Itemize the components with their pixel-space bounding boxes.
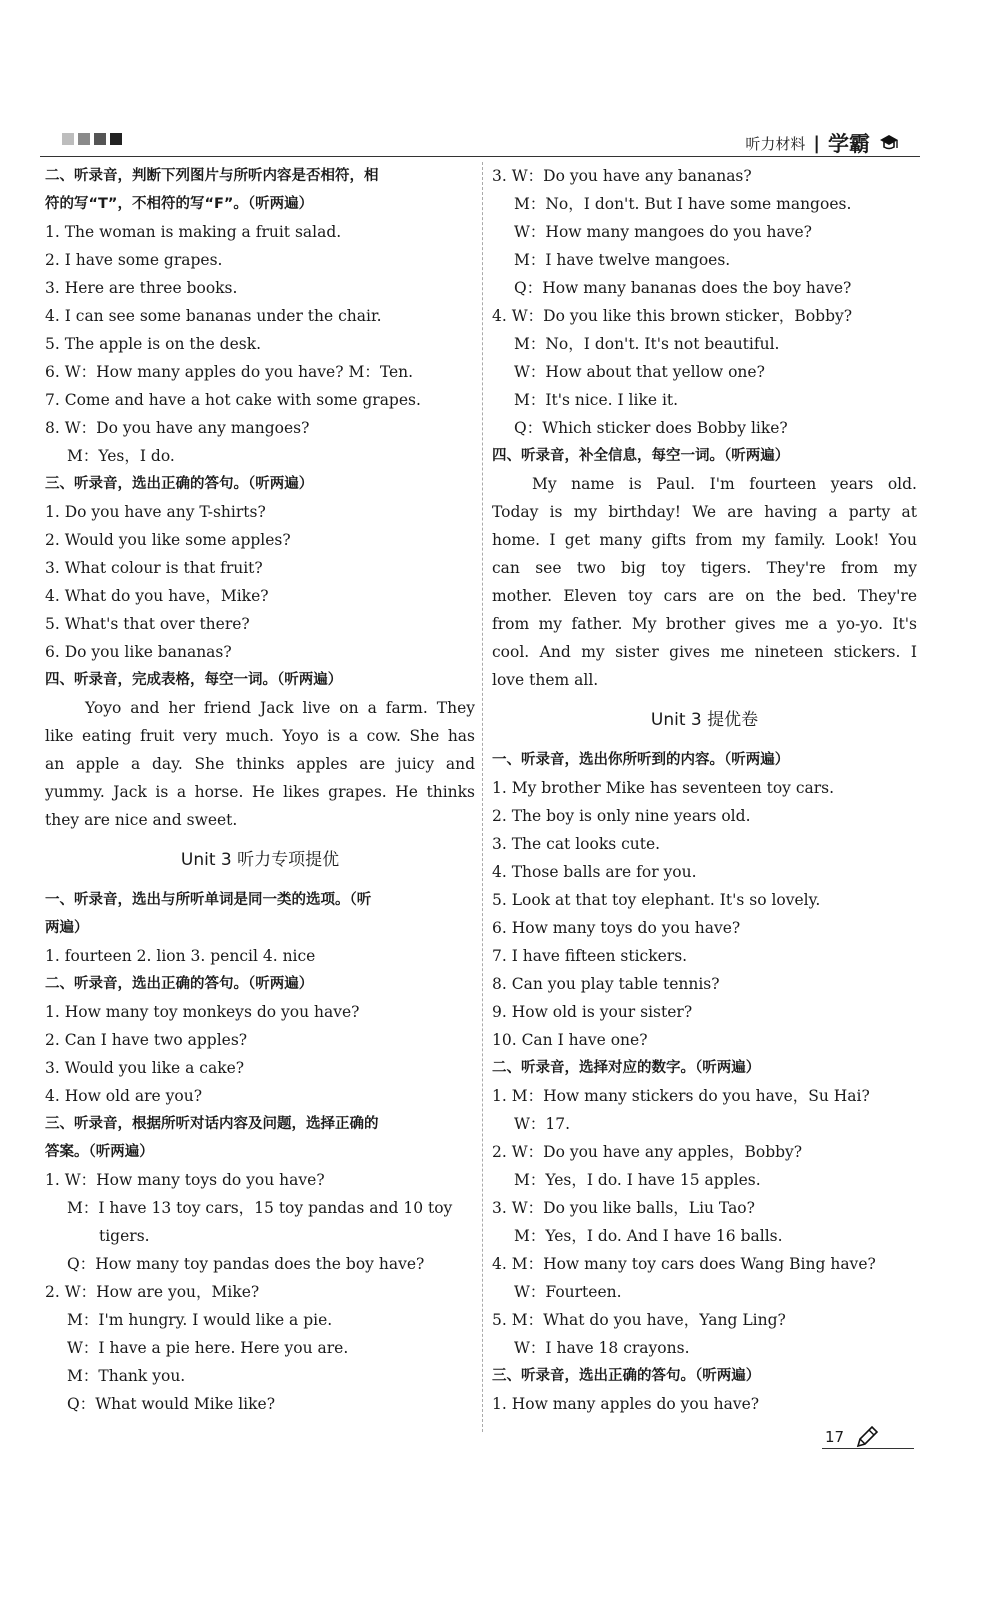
dialogue-line: W：Fourteen. <box>514 1283 622 1301</box>
header-square <box>62 133 74 145</box>
list-item: 2. Would you like some apples? <box>45 531 291 549</box>
section-label: 听力材料 <box>745 134 806 153</box>
dialogue-line: M：Yes，I do. I have 15 apples. <box>514 1171 761 1189</box>
passage-line: from my father. My brother gives me a yo-yo. It's <box>492 615 917 633</box>
section-heading: 四、听录音，补全信息，每空一词。（听两遍） <box>492 448 790 464</box>
pencil-icon <box>854 1424 880 1450</box>
list-item: 1. W：How many toys do you have? <box>45 1171 325 1189</box>
list-item: 1. My brother Mike has seventeen toy cars. <box>492 779 835 797</box>
dialogue-line: W：I have 18 crayons. <box>514 1339 690 1357</box>
list-item: 2. W：Do you have any apples，Bobby? <box>492 1143 803 1161</box>
header-right <box>745 128 900 158</box>
list-item: 9. How old is your sister? <box>492 1003 693 1021</box>
dialogue-line: M：I have 13 toy cars，15 toy pandas and 10 toy <box>67 1199 453 1217</box>
dialogue-line: W：I have a pie here. Here you are. <box>67 1339 349 1357</box>
list-item: 3. What colour is that fruit? <box>45 559 263 577</box>
header-separator: | <box>813 132 820 154</box>
dialogue-line: Q：What would Mike like? <box>67 1395 276 1413</box>
list-item: 2. Can I have two apples? <box>45 1031 248 1049</box>
list-item: 5. The apple is on the desk. <box>45 335 262 353</box>
section-heading: 二、听录音，选择对应的数字。（听两遍） <box>492 1060 761 1076</box>
list-item: 6. W：How many apples do you have? M：Ten. <box>45 363 414 381</box>
graduation-cap-icon <box>878 132 900 154</box>
list-item: 2. I have some grapes. <box>45 251 223 269</box>
list-item: 6. Do you like bananas? <box>45 643 232 661</box>
dialogue-line: M：I'm hungry. I would like a pie. <box>67 1311 333 1329</box>
passage-line: can see two big toy tigers. They're from my <box>492 559 917 577</box>
header-square <box>94 133 106 145</box>
passage-line: yummy. Jack is a horse. He likes grapes. He thinks <box>45 783 475 801</box>
list-item: 4. I can see some bananas under the chair. <box>45 307 382 325</box>
unit-title: Unit 3 提优卷 <box>650 710 759 730</box>
list-item: 5. Look at that toy elephant. It's so lovely. <box>492 891 821 909</box>
section-heading: 答案。（听两遍） <box>45 1144 154 1160</box>
list-item: 8. W：Do you have any mangoes? <box>45 419 310 437</box>
dialogue-line: W：How many mangoes do you have? <box>514 223 812 241</box>
left-column <box>45 162 475 1418</box>
list-item: 3. Here are three books. <box>45 279 238 297</box>
list-item: 4. How old are you? <box>45 1087 203 1105</box>
page-header <box>40 128 960 156</box>
unit-title: Unit 3 听力专项提优 <box>180 850 340 870</box>
footer-rule <box>822 1448 914 1449</box>
passage-line: cool. And my sister gives me nineteen stickers. I <box>492 643 917 661</box>
list-item: 4. M：How many toy cars does Wang Bing have? <box>492 1255 876 1273</box>
section-heading: 三、听录音，选出正确的答句。（听两遍） <box>492 1368 761 1384</box>
list-item: 1. Do you have any T-shirts? <box>45 503 266 521</box>
list-item: 2. The boy is only nine years old. <box>492 807 751 825</box>
list-item: 1. M：How many stickers do you have，Su Hai? <box>492 1087 870 1105</box>
passage-line: they are nice and sweet. <box>45 811 238 829</box>
dialogue-line: M：Thank you. <box>67 1367 186 1385</box>
section-heading: 三、听录音，选出正确的答句。（听两遍） <box>45 476 314 492</box>
dialogue-continuation: tigers. <box>99 1227 150 1245</box>
section-heading: 符的写“T”，不相符的写“F”。（听两遍） <box>45 196 314 212</box>
right-column <box>492 162 917 1418</box>
dialogue-line: M：Yes，I do. And I have 16 balls. <box>514 1227 783 1245</box>
dialogue-line: W：How about that yellow one? <box>514 363 765 381</box>
passage-line: Yoyo and her friend Jack live on a farm. They <box>85 699 475 717</box>
section-heading: 一、听录音，选出与所听单词是同一类的选项。（听 <box>45 892 372 908</box>
dialogue-line: Q：Which sticker does Bobby like? <box>514 419 788 437</box>
list-item: 7. Come and have a hot cake with some grapes. <box>45 391 421 409</box>
section-heading: 一、听录音，选出你所听到的内容。（听两遍） <box>492 752 790 768</box>
dialogue-line: M：No，I don't. But I have some mangoes. <box>514 195 852 213</box>
section-heading: 四、听录音，完成表格，每空一词。（听两遍） <box>45 672 343 688</box>
list-item: 3. W：Do you have any bananas? <box>492 167 752 185</box>
list-item: 5. What's that over there? <box>45 615 250 633</box>
page-number: 17 <box>825 1428 845 1446</box>
list-item: 4. Those balls are for you. <box>492 863 697 881</box>
passage-line: mother. Eleven toy cars are on the bed. They're <box>492 587 917 605</box>
list-item: 1. How many apples do you have? <box>492 1395 760 1413</box>
list-item: 3. Would you like a cake? <box>45 1059 245 1077</box>
page-footer <box>825 1424 880 1450</box>
dialogue-line: M：It's nice. I like it. <box>514 391 679 409</box>
list-item: 8. Can you play table tennis? <box>492 975 720 993</box>
passage-line: an apple a day. She thinks apples are juicy and <box>45 755 475 773</box>
dialogue-line: M：Yes，I do. <box>67 447 175 465</box>
passage-line: home. I get many gifts from my family. Look! You <box>492 531 917 549</box>
passage-line: like eating fruit very much. Yoyo is a cow. She has <box>45 727 475 745</box>
list-item: 10. Can I have one? <box>492 1031 648 1049</box>
section-heading: 两遍） <box>45 920 89 936</box>
header-square <box>110 133 122 145</box>
dialogue-line: M：I have twelve mangoes. <box>514 251 731 269</box>
list-item: 4. W：Do you like this brown sticker，Bobby? <box>492 307 853 325</box>
list-item: 3. W：Do you like balls，Liu Tao? <box>492 1199 755 1217</box>
list-item: 6. How many toys do you have? <box>492 919 741 937</box>
dialogue-line: Q：How many bananas does the boy have? <box>514 279 852 297</box>
list-item: 4. What do you have，Mike? <box>45 587 269 605</box>
list-item: 3. The cat looks cute. <box>492 835 661 853</box>
column-divider <box>482 162 483 1432</box>
passage-line: My name is Paul. I'm fourteen years old. <box>532 475 917 493</box>
dialogue-line: Q：How many toy pandas does the boy have? <box>67 1255 425 1273</box>
list-item: 5. M：What do you have，Yang Ling? <box>492 1311 786 1329</box>
list-item: 1. fourteen 2. lion 3. pencil 4. nice <box>45 947 316 965</box>
list-item: 1. The woman is making a fruit salad. <box>45 223 342 241</box>
list-item: 7. I have fifteen stickers. <box>492 947 688 965</box>
list-item: 1. How many toy monkeys do you have? <box>45 1003 360 1021</box>
section-heading: 二、听录音，选出正确的答句。（听两遍） <box>45 976 314 992</box>
section-heading: 二、听录音，判断下列图片与所听内容是否相符，相 <box>45 168 379 184</box>
brand-name: 学霸 <box>828 132 870 156</box>
passage-line: love them all. <box>492 671 599 689</box>
section-heading: 三、听录音，根据所听对话内容及问题，选择正确的 <box>45 1116 379 1132</box>
dialogue-line: W：17. <box>514 1115 571 1133</box>
dialogue-line: M：No，I don't. It's not beautiful. <box>514 335 780 353</box>
list-item: 2. W：How are you，Mike? <box>45 1283 260 1301</box>
passage-line: Today is my birthday! We are having a party at <box>492 503 917 521</box>
header-rule <box>40 156 920 157</box>
header-squares <box>62 133 122 145</box>
header-square <box>78 133 90 145</box>
